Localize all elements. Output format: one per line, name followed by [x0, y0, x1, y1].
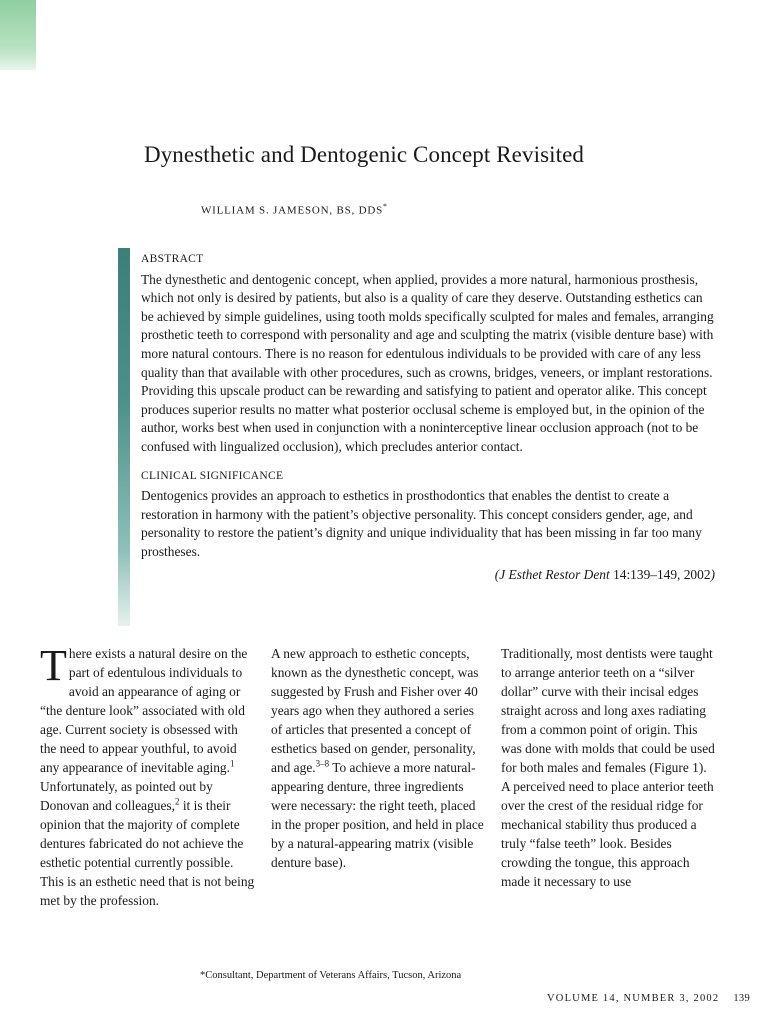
reference-3-8: 3–8: [315, 758, 330, 769]
author-line: [201, 202, 388, 217]
page-number: 139: [733, 993, 750, 1004]
footnote-mark: *: [200, 970, 206, 981]
column-3-paragraph: Traditionally, most dentists were taught to arrange anterior teeth on a “silver dollar” curve with their incisal edges straight across and long axes radiating from a common point of origin. This was done with molds that could be used for both males and females (Figure 1). A perceived need to place anterior teeth over the crest of the residual ridge for mechanical stability thus produced a truly “false teeth” look. Besides crowding the tongue, this approach made it necessary to use: [501, 646, 715, 889]
author-affiliation-footnote: [200, 970, 461, 981]
drop-cap: T: [40, 641, 67, 690]
abstract-block: [141, 250, 717, 584]
author-footnote-mark: *: [383, 202, 388, 211]
abstract-text: The dynesthetic and dentogenic concept, when applied, provides a more natural, harmonious prosthesis, which not only is desired by patients, but also is a quality of care they deserve. Outstanding esthetics can be achieved by simple guidelines, using tooth molds specifically sculpted for males and females, arranging prosthetic teeth to correspond with personality and age and sculpting the matrix (visible denture base) with more natural contours. There is no reason for edentulous individuals to be provided with care of any less quality than that available with other procedures, such as crowns, bridges, veneers, or implant restorations. Providing this upscale product can be rewarding and satisfying to patient and operator alike. This concept produces superior results no matter what posterior occlusal scheme is employed but, in the opinion of the author, works best when used in conjunction with a noninterceptive linear occlusion approach (not to be confused with lingualized occlusion), which precludes anterior contact.: [141, 271, 714, 454]
clinical-significance-text: Dentogenics provides an approach to esthetics in prosthodontics that enables the dentist to create a restoration in harmony with the patient’s objective personality. This concept considers gender, age, and personality to restore the patient’s dignity and unique individuality that has been missing in far too many prostheses.: [141, 488, 702, 559]
citation-close: ): [710, 566, 715, 582]
col2-text-a: A new approach to esthetic concepts, known as the dynesthetic concept, was suggested by Frush and Fisher over 40 years ago when they authored a series of articles that presented a concept of esthetics based on gender, personality, and age.: [271, 646, 479, 775]
issue-info: VOLUME 14, NUMBER 3, 2002: [547, 993, 720, 1004]
column-2-paragraph: [271, 644, 487, 872]
reference-1: 1: [229, 758, 235, 769]
page-footer: [547, 993, 750, 1004]
body-column-1: [40, 641, 255, 910]
citation-volume: 14:139–149, 2002: [613, 566, 711, 582]
citation-journal: (J Esthet Restor Dent: [494, 566, 614, 582]
corner-color-tab: [0, 0, 36, 70]
journal-citation: [141, 566, 717, 585]
column-1-paragraph: [40, 641, 255, 910]
author-name: WILLIAM S. JAMESON, BS, DDS: [201, 204, 384, 217]
col1-text-b: Unfortunately, as pointed out by Donovan and colleagues,: [40, 779, 213, 813]
article-title: Dynesthetic and Dentogenic Concept Revisited: [144, 142, 585, 167]
reference-2: 2: [174, 796, 180, 807]
abstract-label: ABSTRACT: [141, 253, 204, 265]
col1-text-c: it is their opinion that the majority of complete dentures fabricated do not achieve the esthetic potential currently possible. This is an esthetic need that is not being met by the profession.: [40, 798, 255, 908]
body-column-3: [501, 644, 717, 891]
abstract-side-bar: [118, 248, 130, 626]
footnote-text: Consultant, Department of Veterans Affairs, Tucson, Arizona: [205, 970, 462, 981]
col2-text-b: To achieve a more natural-appearing denture, three ingredients were necessary: the right teeth, placed in the proper position, and held in place by a natural-appearing matrix (visible denture base).: [271, 760, 484, 870]
col1-text-a: here exists a natural desire on the part of edentulous individuals to avoid an appearance of aging or “the denture look” associated with old age. Current society is obsessed with the need to appear youthful, to avoid any appearance of inevitable aging.: [40, 646, 248, 775]
body-column-2: [271, 644, 487, 872]
clinical-significance-label: CLINICAL SIGNIFICANCE: [141, 469, 284, 482]
